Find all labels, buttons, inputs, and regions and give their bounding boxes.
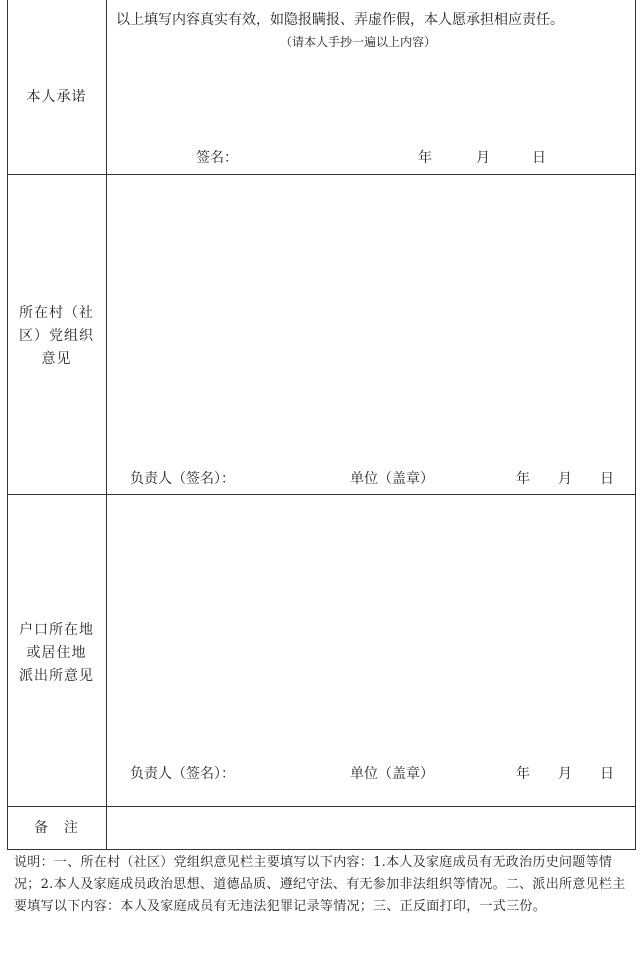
party-opinion-label bbox=[7, 302, 106, 371]
pledge-signature-label[interactable]: 签名： bbox=[196, 150, 238, 166]
pledge-year-label: 年 bbox=[418, 150, 432, 166]
police-day-label: 日 bbox=[600, 766, 614, 782]
pledge-day-label: 日 bbox=[532, 150, 546, 166]
pledge-statement: 以上填写内容真实有效，如隐报瞒报、弄虚作假，本人愿承担相应责任。 bbox=[116, 12, 564, 28]
police-opinion-label-line-3: 派出所意见 bbox=[19, 668, 94, 684]
party-opinion-label-line-1: 所在村（社 bbox=[19, 305, 94, 321]
footnote: 说明：一、所在村（社区）党组织意见栏主要填写以下内容：1.本人及家庭成员有无政治历史问题等情况；2.本人及家庭成员政治思想、道德品质、遵纪守法、有无参加非法组织等情况。二、派出所意见栏主要填写以下内容：本人及家庭成员有无违法犯罪记录等情况；三、正反面打印，一式三份。 bbox=[14, 855, 626, 914]
pledge-instruction: （请本人手抄一遍以上内容） bbox=[280, 35, 437, 49]
party-day-label: 日 bbox=[600, 471, 614, 487]
table-border-left bbox=[7, 0, 8, 850]
pledge-label: 本人承诺 bbox=[26, 89, 87, 105]
remarks-field[interactable] bbox=[107, 807, 635, 849]
party-leader-signature-label[interactable]: 负责人（签名）： bbox=[130, 471, 235, 487]
table-border-bottom bbox=[7, 849, 636, 850]
party-year-label: 年 bbox=[516, 471, 530, 487]
police-month-label: 月 bbox=[558, 766, 572, 782]
table-border-right bbox=[635, 0, 636, 850]
party-month-label: 月 bbox=[558, 471, 572, 487]
table-column-divider bbox=[106, 0, 107, 850]
police-year-label: 年 bbox=[516, 766, 530, 782]
police-unit-seal-label: 单位（盖章） bbox=[350, 766, 434, 782]
party-opinion-label-line-2: 区）党组织 bbox=[19, 328, 94, 344]
pledge-month-label: 月 bbox=[476, 150, 490, 166]
party-opinion-label-line-3: 意见 bbox=[41, 351, 72, 367]
row-divider-2 bbox=[7, 494, 636, 495]
row-divider-1 bbox=[7, 174, 636, 175]
party-unit-seal-label: 单位（盖章） bbox=[350, 471, 434, 487]
police-leader-signature-label[interactable]: 负责人（签名）： bbox=[130, 766, 235, 782]
remarks-label: 备 注 bbox=[34, 820, 79, 836]
police-opinion-label bbox=[7, 619, 106, 688]
police-opinion-label-line-1: 户口所在地 bbox=[19, 622, 94, 638]
police-opinion-label-line-2: 或居住地 bbox=[26, 645, 87, 661]
